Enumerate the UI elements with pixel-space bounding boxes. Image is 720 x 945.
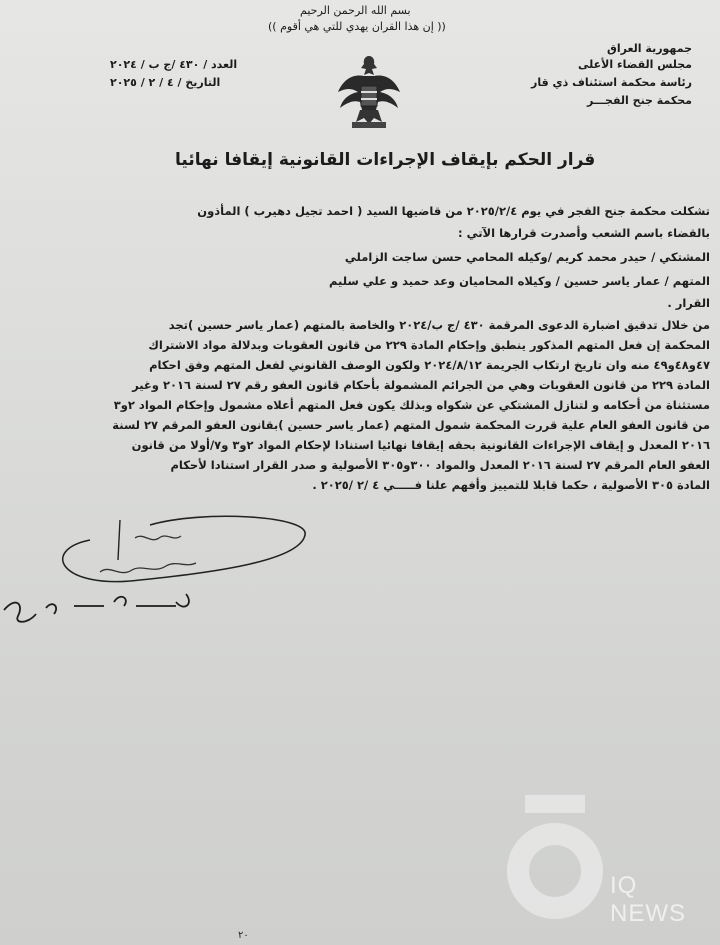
iq-news-logo-icon bbox=[495, 795, 615, 925]
body-line-11: من قانون العفو العام علية قررت المحكمة شمول المتهم (عمار ياسر حسين )بقانون العفو المرقم ٢٧ لسنة bbox=[112, 418, 710, 432]
body-line-3: المشتكي / حيدر محمد كريم /وكيله المحامي حسن ساجت الزاملي bbox=[344, 250, 710, 264]
org-line-2: مجلس القضاء الأعلى bbox=[578, 58, 692, 71]
body-line-1: تشكلت محكمة جنح الفجر في يوم ٢٠٢٥/٢/٤ من قاضيها السيد ( احمد تجيل دهيرب ) المأذون bbox=[197, 204, 710, 218]
org-line-1: جمهورية العراق bbox=[607, 42, 692, 55]
document-title: قرار الحكم بإيقاف الإجراءات القانونية إيقافا نهائيا bbox=[175, 150, 596, 170]
page-mark: ٢٠ bbox=[238, 930, 249, 941]
watermark-brand: IQ NEWS bbox=[610, 872, 686, 927]
body-line-9: المادة ٢٢٩ من قانون العقوبات وهي من الجرائم المشمولة بأحكام قانون العفو رقم ٢٧ لسنة ٢٠١٦ وغير bbox=[132, 378, 710, 392]
org-line-3: رئاسة محكمة استئناف ذي قار bbox=[531, 76, 692, 89]
bismillah: بسم الله الرحمن الرحيم bbox=[300, 4, 411, 17]
ref-date: التاريخ / ٤ / ٢ / ٢٠٢٥ bbox=[110, 76, 221, 89]
body-line-4: المتهم / عمار ياسر حسين / وكيلاه المحاميان وعد حميد و علي سليم bbox=[329, 274, 710, 288]
org-line-4: محكمة جنح الفجـــر bbox=[586, 94, 692, 107]
judge-signature bbox=[0, 480, 360, 650]
iraq-eagle-emblem-icon bbox=[334, 52, 404, 130]
body-line-2: بالقضاء باسم الشعب وأصدرت قرارها الآتي : bbox=[458, 226, 710, 240]
body-line-8: ٤٧و٤٨و٤٩ منه وان تاريخ ارتكاب الجريمة ٢٠٢٤/٨/١٢ ولكون الوصف القانوني لفعل المتهم وفق احكام bbox=[149, 358, 710, 372]
body-line-6: من خلال تدقيق اضبارة الدعوى المرقمة ٤٣٠ /ج ب/٢٠٢٤ والخاصة بالمتهم (عمار ياسر حسين )تجد bbox=[168, 318, 710, 332]
body-line-5: القرار . bbox=[667, 296, 710, 310]
quran-verse: (( إن هذا القران يهدي للتي هي أقوم )) bbox=[268, 20, 446, 33]
body-line-12: ٢٠١٦ المعدل و إيقاف الإجراءات القانونية بحقه إيقافا نهائيا استنادا لإحكام المواد ٢و٣ و٧/أولا من قانون bbox=[131, 438, 710, 452]
body-line-13: العفو العام المرقم ٢٧ لسنة ٢٠١٦ المعدل والمواد ٣٠٠و٣٠٥ الأصولية و صدر القرار استنادا لأحكام bbox=[170, 458, 710, 472]
body-line-7: المحكمة إن فعل المتهم المذكور ينطبق وإحكام المادة ٢٢٩ من قانون العقوبات وبدلالة مواد الاشتراك bbox=[148, 338, 710, 352]
body-line-14: المادة ٣٠٥ الأصولية ، حكما قابلا للتمييز وأفهم علنا فـــــي ٤ /٢ /٢٠٢٥ . bbox=[312, 478, 710, 492]
body-line-10: مستثناة من أحكامه و لتنازل المشتكي عن شكواه وبذلك يكون فعل المتهم أعلاه مشمول وإحكام المواد ٢و٣ bbox=[113, 398, 710, 412]
ref-number: العدد / ٤٣٠ /ج ب / ٢٠٢٤ bbox=[110, 58, 238, 71]
